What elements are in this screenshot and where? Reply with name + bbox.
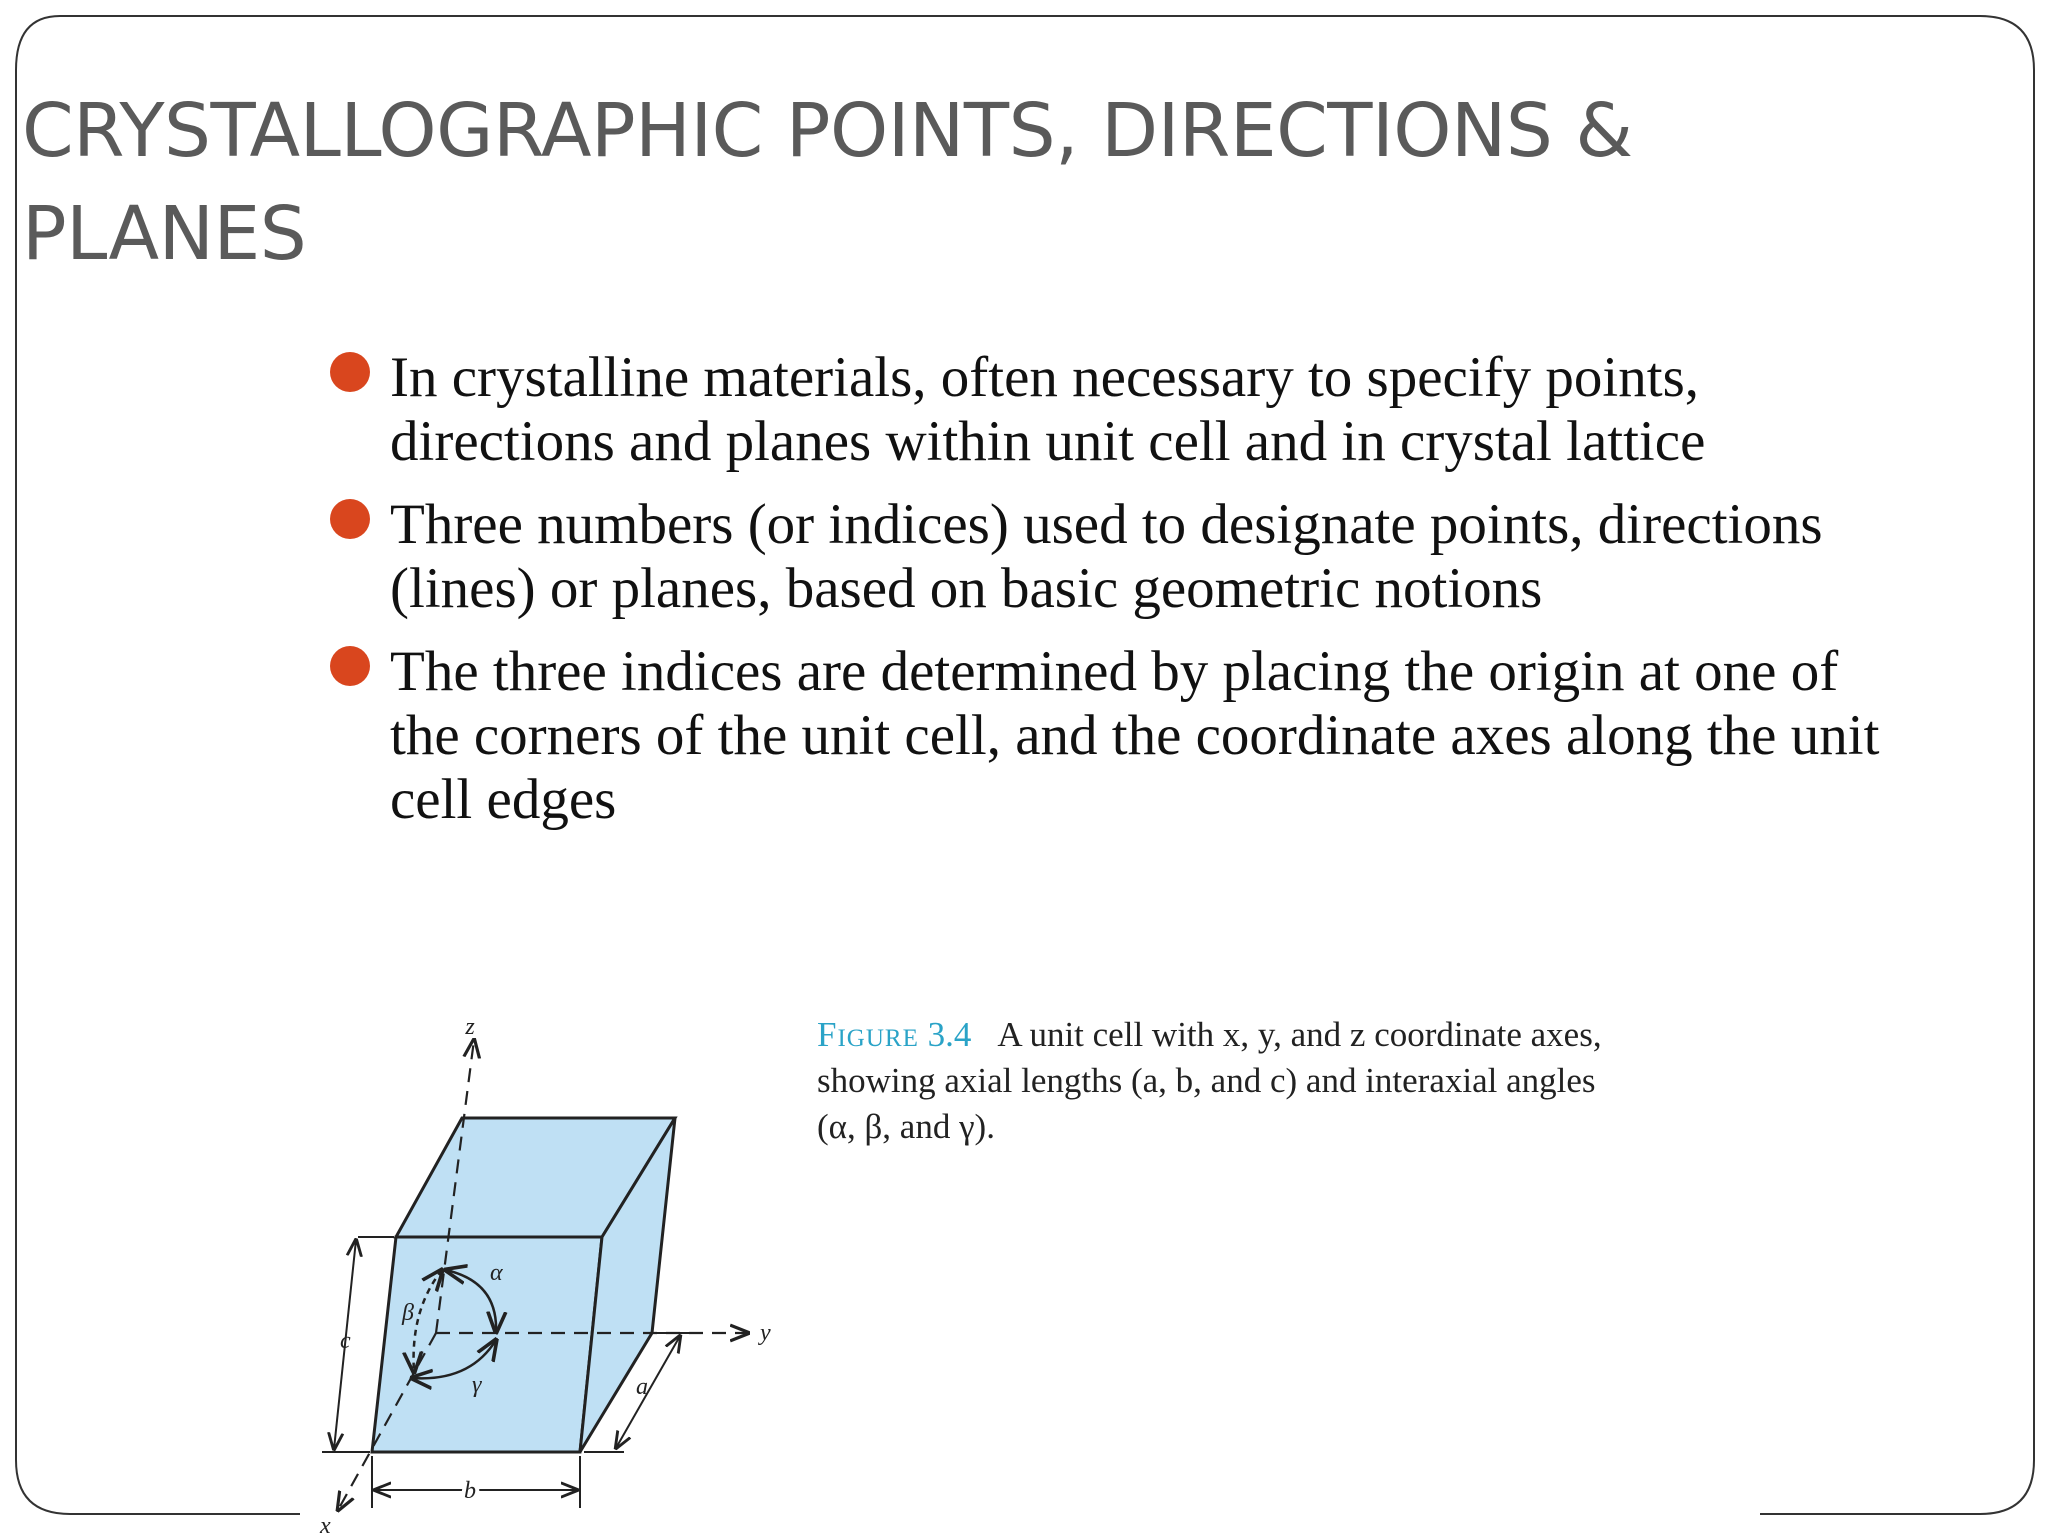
y-axis-label: y: [760, 1320, 771, 1346]
b-length-label: b: [464, 1478, 476, 1504]
c-length-label: c: [340, 1328, 351, 1354]
bullet-line: Three numbers (or indices) used to designate points, directions: [390, 493, 1823, 556]
cell-front-face: [372, 1237, 602, 1452]
caption-line: showing axial lengths (a, b, and c) and interaxial angles: [817, 1061, 1596, 1100]
x-axis-label: x: [320, 1513, 331, 1536]
beta-label: β: [402, 1300, 414, 1326]
caption-line: (α, β, and γ).: [817, 1107, 995, 1146]
figure-number: 3.4: [927, 1015, 972, 1054]
gamma-label: γ: [472, 1372, 482, 1398]
bullet-line: In crystalline materials, often necessary to specify points,: [390, 346, 1699, 409]
title-line-2: PLANES: [22, 190, 307, 277]
bullet-line: cell edges: [390, 768, 617, 831]
title-line-1: CRYSTALLOGRAPHIC POINTS, DIRECTIONS &: [22, 87, 1633, 174]
caption-line: A unit cell with x, y, and z coordinate axes,: [997, 1015, 1602, 1054]
alpha-label: α: [490, 1260, 503, 1286]
figure-label: Figure: [817, 1015, 919, 1054]
bullet-line: the corners of the unit cell, and the coordinate axes along the unit: [390, 704, 1880, 767]
figure-caption: [817, 1012, 1817, 1150]
a-length-label: a: [636, 1374, 648, 1400]
bullet-line: directions and planes within unit cell and in crystal lattice: [390, 410, 1706, 473]
bullet-line: The three indices are determined by placing the origin at one of: [390, 640, 1839, 703]
bullet-line: (lines) or planes, based on basic geometric notions: [390, 557, 1543, 620]
z-axis-label: z: [465, 1014, 475, 1040]
